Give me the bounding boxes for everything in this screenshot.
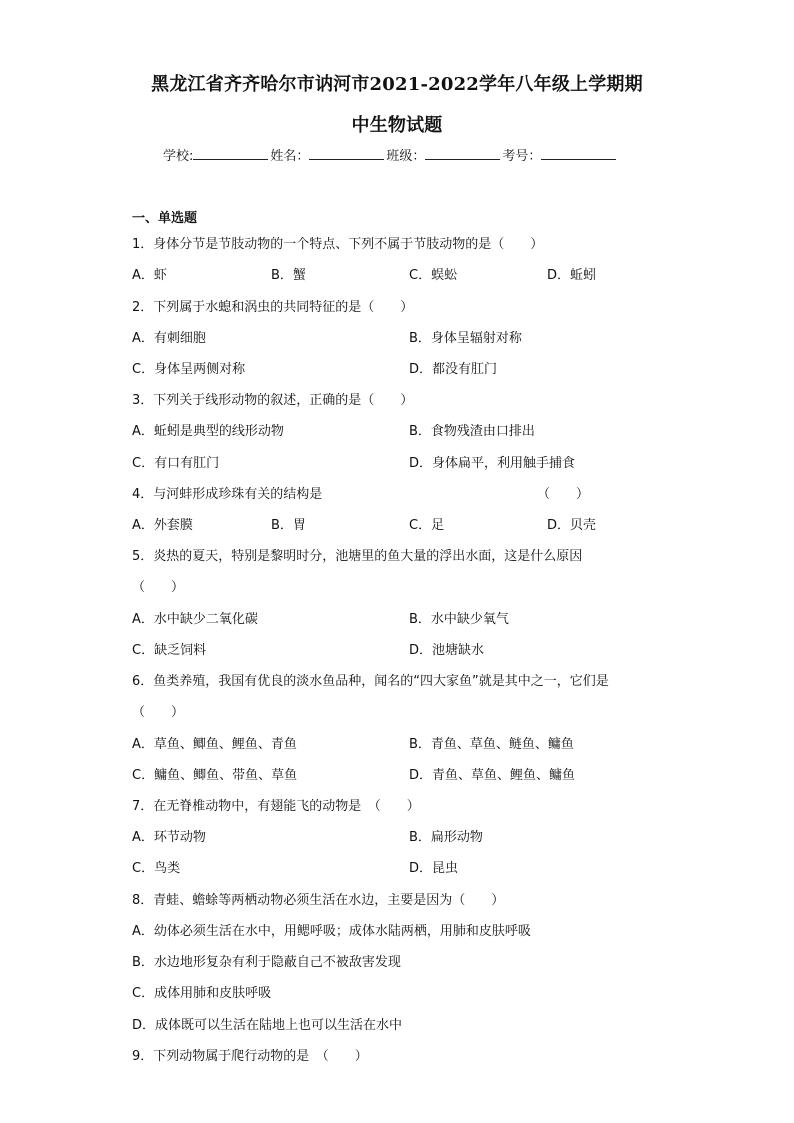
question-9-stem: 9．下列动物属于爬行动物的是 （ ） (132, 1049, 368, 1064)
q5-option-d: D．池塘缺水 (409, 643, 485, 658)
q7-option-a: A．环节动物 (132, 830, 206, 845)
q8-option-c: C．成体用肺和皮肤呼吸 (132, 986, 272, 1001)
q3-option-a: A．蚯蚓是典型的线形动物 (132, 424, 284, 439)
question-4-stem: 4．与河蚌形成珍珠有关的结构是 (132, 487, 323, 502)
question-1-stem: 1．身体分节是节肢动物的一个特点、下列不属于节肢动物的是（ ） (132, 237, 544, 252)
q5-option-c: C．缺乏饲料 (132, 643, 207, 658)
q8-option-d: D．成体既可以生活在陆地上也可以生活在水中 (132, 1018, 403, 1033)
class-blank[interactable] (425, 147, 500, 160)
number-label: 考号： (502, 149, 542, 164)
q3-option-b: B．食物残渣由口排出 (409, 424, 535, 439)
q4-option-b: B．胃 (271, 518, 306, 533)
question-8-stem: 8．青蛙、蟾蜍等两栖动物必须生活在水边，主要是因为（ ） (132, 893, 505, 908)
question-6-stem-cont: （ ） (132, 705, 185, 720)
question-7-stem: 7．在无脊椎动物中，有翅能飞的动物是 （ ） (132, 799, 420, 814)
q2-option-a: A．有刺细胞 (132, 331, 206, 346)
q2-option-b: B．身体呈辐射对称 (409, 331, 522, 346)
q1-option-b: B．蟹 (271, 268, 306, 283)
name-label: 姓名： (270, 149, 310, 164)
q1-option-c: C．蜈蚣 (409, 268, 458, 283)
question-2-stem: 2．下列属于水螅和涡虫的共同特征的是（ ） (132, 300, 414, 315)
school-label: 学校: (163, 149, 194, 164)
q7-option-d: D．昆虫 (409, 861, 459, 876)
name-blank[interactable] (309, 147, 384, 160)
q6-option-b: B．青鱼、草鱼、鲢鱼、鳙鱼 (409, 737, 574, 752)
q2-option-d: D．都没有肛门 (409, 362, 498, 377)
q5-option-a: A．水中缺少二氧化碳 (132, 612, 258, 627)
question-3-stem: 3．下列关于线形动物的叙述，正确的是（ ） (132, 393, 414, 408)
question-5-stem-cont: （ ） (132, 580, 185, 595)
school-blank[interactable] (193, 147, 268, 160)
q7-option-b: B．扁形动物 (409, 830, 483, 845)
class-label: 班级： (386, 149, 426, 164)
q2-option-c: C．身体呈两侧对称 (132, 362, 246, 377)
number-blank[interactable] (541, 147, 616, 160)
q7-option-c: C．鸟类 (132, 861, 181, 876)
q8-option-a: A．幼体必须生活在水中，用鳃呼吸；成体水陆两栖，用肺和皮肤呼吸 (132, 924, 531, 939)
q1-option-d: D．蚯蚓 (547, 268, 597, 283)
q1-option-a: A．虾 (132, 268, 167, 283)
q4-option-c: C．足 (409, 518, 445, 533)
q6-option-d: D．青鱼、草鱼、鲤鱼、鳙鱼 (409, 768, 576, 783)
q4-option-d: D．贝壳 (547, 518, 597, 533)
student-info-row (163, 145, 618, 164)
exam-title-line-2: 中生物试题 (351, 115, 443, 136)
q6-option-a: A．草鱼、鲫鱼、鲤鱼、青鱼 (132, 737, 297, 752)
q8-option-b: B．水边地形复杂有利于隐蔽自己不被敌害发现 (132, 955, 401, 970)
question-5-stem: 5．炎热的夏天，特别是黎明时分，池塘里的鱼大量的浮出水面，这是什么原因 (132, 549, 583, 564)
q5-option-b: B．水中缺少氧气 (409, 612, 509, 627)
q4-option-a: A．外套膜 (132, 518, 193, 533)
question-6-stem: 6．鱼类养殖，我国有优良的淡水鱼品种，闻名的“四大家鱼”就是其中之一，它们是 (132, 674, 609, 689)
section-heading: 一、单选题 (132, 211, 198, 226)
q4-answer-paren: （ ） (537, 487, 590, 502)
q3-option-c: C．有口有肛门 (132, 456, 220, 471)
exam-title-line-1: 黑龙江省齐齐哈尔市讷河市2021-2022学年八年级上学期期 (151, 74, 643, 95)
q6-option-c: C．鳙鱼、鲫鱼、带鱼、草鱼 (132, 768, 298, 783)
q3-option-d: D．身体扁平，利用触手捕食 (409, 456, 576, 471)
